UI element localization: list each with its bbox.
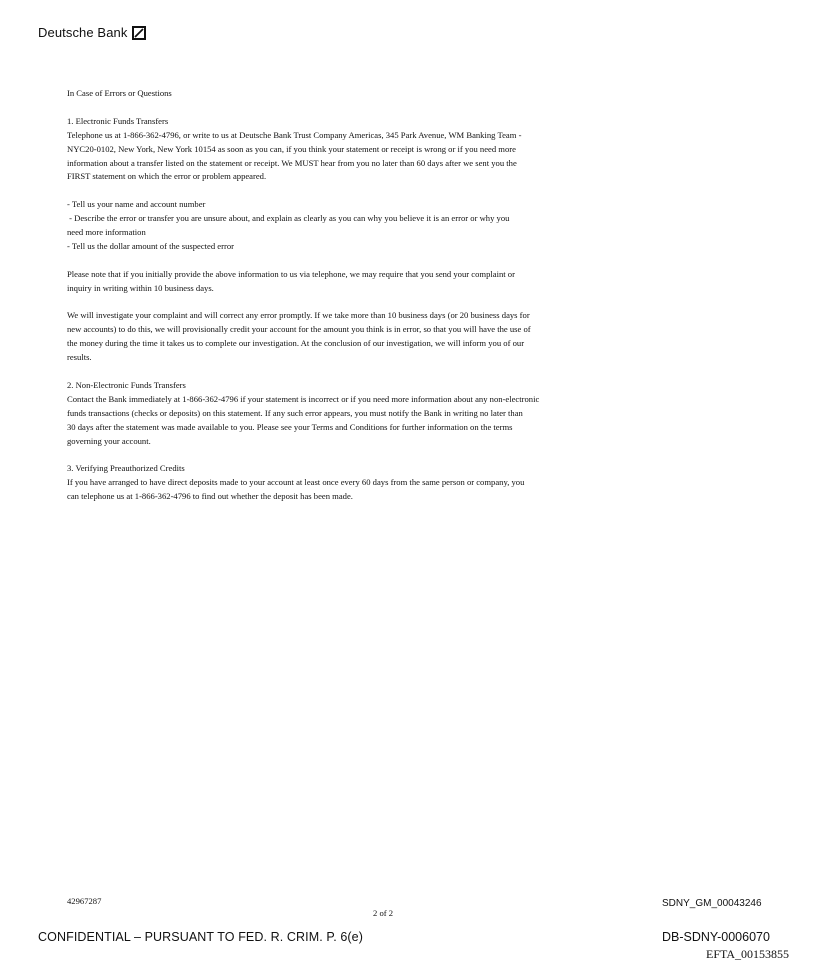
section-heading: 1. Electronic Funds Transfers <box>67 115 169 126</box>
section-electronic-transfers <box>67 115 647 185</box>
telephone-note <box>67 268 647 296</box>
brand-name: Deutsche Bank <box>38 25 128 40</box>
text-line: can telephone us at 1-866-362-4796 to find out whether the deposit has been made. <box>67 491 353 502</box>
statement-notice <box>67 87 647 504</box>
notice-title: In Case of Errors or Questions <box>67 88 172 98</box>
text-line: NYC20-0102, New York, New York 10154 as soon as you can, if you think your statement or receipt is wrong or if you need more <box>67 143 516 154</box>
bank-logo <box>38 25 146 40</box>
text-line: inquiry in writing within 10 business days. <box>67 282 214 293</box>
section-preauthorized-credits <box>67 462 647 504</box>
section-heading: 3. Verifying Preauthorized Credits <box>67 463 185 474</box>
bates-number: DB-SDNY-0006070 <box>662 930 770 944</box>
deutsche-bank-slash-icon <box>132 26 146 40</box>
text-line: results. <box>67 352 92 363</box>
text-line: new accounts) to do this, we will provisionally credit your account for the amount you think is in error, so that you will have the use of <box>67 324 531 335</box>
page-indicator: 2 of 2 <box>373 908 394 918</box>
text-line: governing your account. <box>67 435 151 446</box>
text-line: information about a transfer listed on the statement or receipt. We MUST hear from you no later than 60 days after we sent you the <box>67 157 517 168</box>
text-line: If you have arranged to have direct deposits made to your account at least once every 60 days from the same person or company, you <box>67 477 525 488</box>
text-line: 30 days after the statement was made available to you. Please see your Terms and Conditions for further information on the terms <box>67 421 513 432</box>
confidential-notice: CONFIDENTIAL – PURSUANT TO FED. R. CRIM. P. 6(e) <box>38 930 363 944</box>
section-non-electronic-transfers <box>67 379 647 449</box>
sdny-stamp: SDNY_GM_00043246 <box>662 898 762 909</box>
text-line: We will investigate your complaint and will correct any error promptly. If we take more than 10 business days (or 20 business days for <box>67 310 530 321</box>
text-line: Telephone us at 1-866-362-4796, or write to us at Deutsche Bank Trust Company Americas, 345 Park Avenue, WM Banking Team - <box>67 129 522 140</box>
text-line: FIRST statement on which the error or problem appeared. <box>67 171 267 182</box>
investigation-paragraph <box>67 309 647 365</box>
list-item: - Tell us the dollar amount of the suspected error <box>67 240 235 251</box>
list-item: - Describe the error or transfer you are unsure about, and explain as clearly as you can why you believe it is an error or why you <box>67 213 510 224</box>
bullet-list <box>67 198 647 254</box>
text-line: Contact the Bank immediately at 1-866-362-4796 if your statement is incorrect or if you need more information about any non-electronic <box>67 393 540 404</box>
text-line: Please note that if you initially provide the above information to us via telephone, we may require that you send your complaint or <box>67 268 515 279</box>
text-line: the money during the time it takes us to complete our investigation. At the conclusion of our investigation, we will inform you of our <box>67 338 525 349</box>
section-heading: 2. Non-Electronic Funds Transfers <box>67 379 186 390</box>
document-number: 42967287 <box>67 896 102 906</box>
list-item: need more information <box>67 227 146 238</box>
text-line: funds transactions (checks or deposits) on this statement. If any such error appears, you must notify the Bank in writing no later than <box>67 407 523 418</box>
efta-number: EFTA_00153855 <box>706 947 790 961</box>
list-item: - Tell us your name and account number <box>67 199 206 210</box>
